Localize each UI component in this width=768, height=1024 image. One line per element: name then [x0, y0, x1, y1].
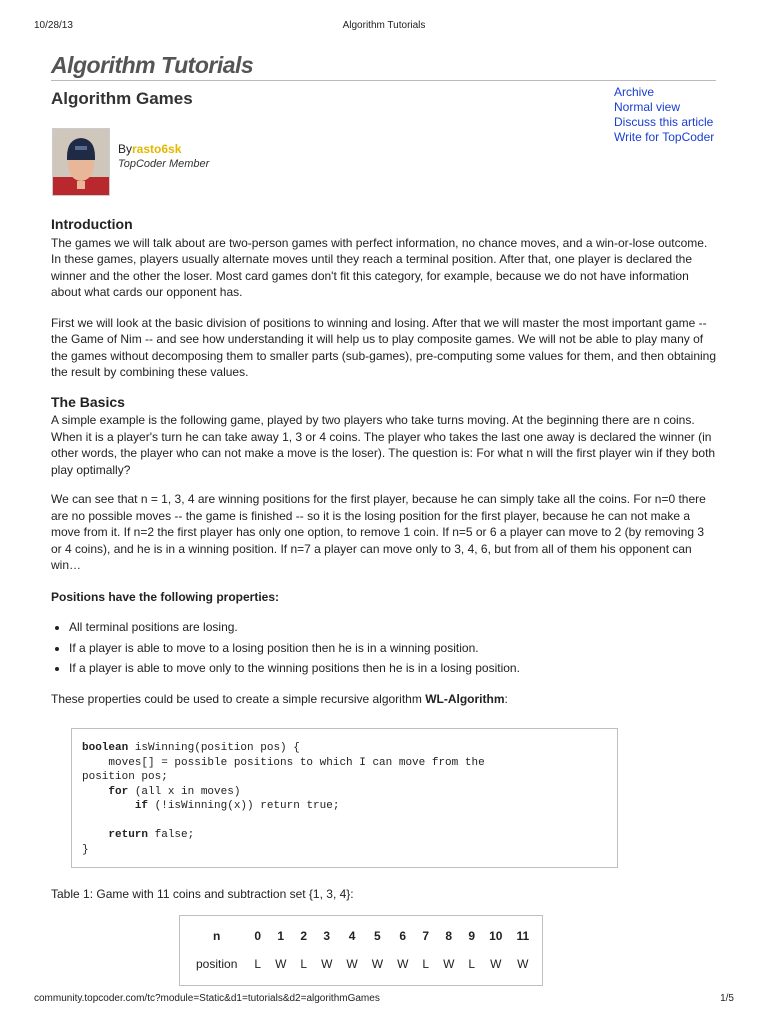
list-item: • All terminal positions are losing.	[69, 619, 716, 636]
list-item: • If a player is able to move only to the winning positions then he is in a losing position.	[69, 660, 716, 677]
article-title: Algorithm Games	[51, 89, 193, 108]
table-cell: 9	[468, 928, 476, 943]
author-name-link[interactable]: rasto6sk	[132, 142, 182, 156]
introduction-heading: Introduction	[51, 216, 133, 232]
author-role: TopCoder Member	[118, 158, 210, 170]
basics-heading: The Basics	[51, 393, 125, 410]
byline	[118, 142, 181, 156]
code-text: }	[82, 843, 89, 856]
table-cell: W	[490, 957, 502, 971]
table-cell: L	[468, 957, 476, 971]
properties-heading: Positions have the following properties:	[51, 589, 280, 604]
site-title: Algorithm Tutorials	[51, 52, 254, 78]
positions-table	[179, 915, 543, 986]
code-text: (all x in moves)	[128, 785, 241, 798]
code-text: position pos;	[82, 771, 168, 783]
code-keyword: boolean	[82, 742, 129, 754]
discuss-article-link[interactable]: Discuss this article	[614, 115, 714, 129]
table-cell: L	[422, 957, 430, 971]
code-keyword: for	[108, 785, 129, 798]
table-cell: W	[397, 957, 409, 971]
table-row	[186, 950, 536, 979]
table-row	[186, 922, 536, 951]
table-cell: 8	[445, 928, 453, 943]
code-text: isWinning(position pos) {	[128, 742, 300, 754]
table-caption: Table 1: Game with 11 coins and subtraction set {1, 3, 4}:	[51, 887, 354, 901]
table-cell: 4	[348, 928, 356, 943]
table-cell: 5	[374, 928, 381, 943]
title-divider	[51, 80, 716, 81]
table-cell: W	[346, 957, 358, 971]
basics-paragraph-2: We can see that n = 1, 3, 4 are winning positions for the first player, because he can simply take all the coins. For n=0 there are no possible moves -- the game is finished -- so it is the losing position for the first player, because he can not make a move from it. If n=2 the first player has only one option, to remove 1 coin. If n=5 or 6 a player can move to 2 (by removing 3 or 4 coins), and he is in a winning position. If n=7 a player can move only to 3, 4, 6, but from all of them his opponent can win…	[51, 492, 706, 572]
intro-paragraph-2: First we will look at the basic division of positions to winning and losing. After that we will master the most important game -- the Game of Nim -- and see how understanding it will help us to play composite games. We will not be able to play many of the games without decomposing them to smaller parts (sub-games), pre-computing some values for them, and then obtaining the result by combining these values.	[51, 315, 717, 379]
archive-link[interactable]: Archive	[614, 85, 655, 99]
table-cell: 7	[422, 928, 430, 943]
table-cell: 3	[323, 928, 331, 943]
table-cell: 1	[277, 928, 285, 943]
algorithm-name: WL-Algorithm	[425, 691, 505, 706]
code-indent	[82, 786, 108, 798]
algorithm-colon: :	[504, 691, 508, 706]
properties-list	[51, 619, 716, 677]
code-text: (!isWinning(x)) return true;	[148, 800, 340, 812]
table-cell: W	[443, 957, 455, 971]
by-label: By	[118, 142, 133, 156]
code-indent	[82, 800, 135, 812]
table-header-n: n	[213, 928, 221, 943]
table-cell: W	[321, 957, 333, 971]
table-cell: 11	[516, 928, 530, 943]
table-cell: W	[517, 957, 529, 971]
basics-paragraph-1: A simple example is the following game, played by two players who take turns moving. At the beginning there are n coins. When it is a player's turn he can take away 1, 3 or 4 coins. The player who takes the last one away is declared the winner (in other words, the player who can not make a move is the loser). The question is: For what n will the first player win if they both play optimally?	[51, 413, 716, 477]
table-cell: 10	[489, 928, 503, 943]
article-content	[51, 216, 716, 986]
table-cell: 6	[399, 928, 407, 943]
intro-paragraph-1: The games we will talk about are two-person games with perfect information, no chance moves, and a win-or-lose outcome. In these games, players usually alternate moves until they reach a terminal position. After that, one player is declared the winner and the other the loser. Most card games don't fit this category, for example, because we do not have information about what cards our opponent has.	[51, 235, 708, 299]
algorithm-intro-text: These properties could be used to create a simple recursive algorithm	[51, 691, 426, 706]
author-avatar	[52, 128, 110, 196]
code-keyword: return	[108, 829, 149, 841]
list-item: • If a player is able to move to a losing position then he is in a winning position.	[69, 640, 716, 657]
print-title: Algorithm Tutorials	[342, 20, 426, 31]
print-date: 10/28/13	[34, 20, 73, 31]
code-indent	[82, 829, 108, 841]
write-for-topcoder-link[interactable]: Write for TopCoder	[614, 130, 715, 144]
page-url: community.topcoder.com/tc?module=Static&d1=tutorials&d2=algorithmGames	[34, 993, 380, 1004]
page-number: 1/5	[720, 993, 734, 1004]
table-cell: L	[300, 957, 308, 971]
author-photo	[53, 129, 109, 195]
normal-view-link[interactable]: Normal view	[614, 100, 681, 114]
table-cell: 2	[300, 928, 308, 943]
table-cell: 0	[254, 928, 262, 943]
code-text: moves[] = possible positions to which I can move from the	[82, 756, 485, 769]
algorithm-intro	[51, 691, 716, 708]
table-cell: W	[275, 957, 287, 971]
code-keyword: if	[134, 800, 149, 812]
table-cell: L	[254, 957, 262, 971]
table-cell: W	[371, 957, 384, 971]
code-text: false;	[148, 829, 195, 841]
side-links	[614, 85, 714, 145]
code-block	[71, 728, 618, 868]
table-header-position: position	[196, 957, 238, 971]
